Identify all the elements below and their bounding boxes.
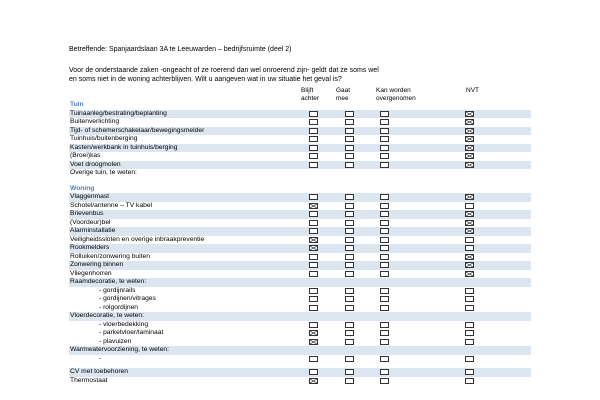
checklist-row [69, 346, 531, 355]
checkbox-overgenomen[interactable] [380, 128, 389, 134]
reference-line: Betreffende: Spanjaardslaan 3A te Leeuwarden – bedrijfsruimte (deel 2) [69, 46, 292, 53]
column-header-kan-worden-overgenomen [376, 87, 416, 102]
checkbox-overgenomen[interactable] [380, 162, 389, 168]
checkbox-gaat-mee[interactable] [345, 322, 354, 328]
checkbox-nvt[interactable] [465, 330, 474, 336]
column-header-line: Kan worden [376, 87, 411, 94]
checkbox-nvt[interactable] [465, 111, 474, 117]
checkbox-gaat-mee[interactable] [345, 211, 354, 217]
column-header-line: Blijft [301, 87, 314, 94]
row-label: Tuinaanleg/bestrating/beplanting [70, 109, 167, 117]
checkbox-gaat-mee[interactable] [345, 378, 354, 384]
row-label: (Voordeur)bel [70, 218, 111, 226]
row-label: Brievenbus [70, 210, 104, 217]
checklist-row [69, 118, 531, 127]
checkbox-blijft-achter[interactable] [309, 136, 318, 142]
cross-mark-icon [466, 146, 473, 150]
section-title: Woning [70, 184, 95, 192]
cross-mark-icon [466, 221, 473, 225]
column-header-nvt [466, 87, 479, 95]
cross-mark-icon [310, 340, 317, 344]
checkbox-overgenomen[interactable] [380, 254, 389, 260]
checkbox-overgenomen[interactable] [380, 339, 389, 345]
checklist-row [69, 219, 531, 228]
row-label: Rolluiken/zonwering buiten [70, 252, 150, 260]
checkbox-nvt[interactable] [465, 153, 474, 159]
checkbox-nvt[interactable] [465, 237, 474, 243]
checklist-row [69, 295, 531, 304]
checkbox-blijft-achter[interactable] [309, 330, 318, 336]
cross-mark-icon [310, 379, 317, 383]
cross-mark-icon [466, 137, 473, 141]
checklist-row [69, 304, 531, 313]
row-label: CV met toebehoren [70, 368, 128, 375]
checkbox-blijft-achter[interactable] [309, 288, 318, 294]
checklist-row [69, 161, 531, 170]
checkbox-gaat-mee[interactable] [345, 162, 354, 168]
intro-text [69, 67, 539, 84]
checkbox-blijft-achter[interactable] [309, 369, 318, 375]
checkbox-blijft-achter[interactable] [309, 145, 318, 151]
checkbox-gaat-mee[interactable] [345, 136, 354, 142]
checkbox-gaat-mee[interactable] [345, 111, 354, 117]
checklist-row [69, 210, 531, 219]
section-title: Tuin [70, 101, 84, 108]
checkbox-nvt[interactable] [465, 322, 474, 328]
row-label: Vlaggenmast [70, 193, 110, 200]
checkbox-overgenomen[interactable] [380, 211, 389, 217]
checkbox-nvt[interactable] [465, 305, 474, 311]
checkbox-overgenomen[interactable] [380, 220, 389, 226]
checkbox-nvt[interactable] [465, 211, 474, 217]
row-label: Warmwatervoorziening, te weten: [70, 346, 169, 353]
checkbox-overgenomen[interactable] [380, 245, 389, 251]
checkbox-nvt[interactable] [465, 378, 474, 384]
row-label: Alarminstallatie [70, 227, 116, 234]
cross-mark-icon [310, 246, 317, 250]
checkbox-blijft-achter[interactable] [309, 228, 318, 234]
checkbox-nvt[interactable] [465, 288, 474, 294]
row-label: - gordijnrails [99, 286, 136, 294]
checkbox-blijft-achter[interactable] [309, 119, 318, 125]
cross-mark-icon [310, 331, 317, 335]
row-label: Thermostaat [70, 376, 108, 384]
checkbox-overgenomen[interactable] [380, 322, 389, 328]
checklist-row [69, 338, 531, 347]
checkbox-gaat-mee[interactable] [345, 128, 354, 134]
checkbox-overgenomen[interactable] [380, 194, 389, 200]
checklist-row [69, 236, 531, 245]
checkbox-gaat-mee[interactable] [345, 305, 354, 311]
cross-mark-icon [466, 263, 473, 267]
checkbox-overgenomen[interactable] [380, 369, 389, 375]
column-header-gaat-mee [336, 87, 350, 102]
checkbox-gaat-mee[interactable] [345, 296, 354, 302]
checklist-row [69, 368, 531, 377]
checkbox-nvt[interactable] [465, 228, 474, 234]
checkbox-blijft-achter[interactable] [309, 254, 318, 260]
checkbox-nvt[interactable] [465, 356, 474, 362]
checkbox-nvt[interactable] [465, 194, 474, 200]
row-label: - parketvloer/laminaat [99, 329, 164, 336]
checkbox-nvt[interactable] [465, 128, 474, 134]
checkbox-nvt[interactable] [465, 162, 474, 168]
row-label: - vloerbedekking [99, 320, 149, 328]
column-header-line: mee [336, 94, 349, 102]
checkbox-gaat-mee[interactable] [345, 237, 354, 243]
checkbox-gaat-mee[interactable] [345, 145, 354, 151]
row-label: Zonwering binnen [70, 261, 124, 268]
checkbox-nvt[interactable] [465, 245, 474, 251]
checkbox-nvt[interactable] [465, 296, 474, 302]
intro-line: Voor de onderstaande zaken -ongeacht of ze roerend dan wel onroerend zijn- geldt dat ze soms wel [69, 67, 379, 74]
checkbox-blijft-achter[interactable] [309, 378, 318, 384]
checkbox-blijft-achter[interactable] [309, 322, 318, 328]
checkbox-overgenomen[interactable] [380, 296, 389, 302]
checkbox-overgenomen[interactable] [380, 145, 389, 151]
checkbox-blijft-achter[interactable] [309, 356, 318, 362]
row-label: Tijd- of schemerschakelaar/bewegingsmelder [70, 126, 205, 134]
row-label: Vloerdecoratie, te weten: [70, 312, 144, 319]
checklist-row [69, 278, 531, 287]
checklist-row [69, 253, 531, 262]
checkbox-gaat-mee[interactable] [345, 228, 354, 234]
checklist-row [69, 144, 531, 153]
checkbox-gaat-mee[interactable] [345, 153, 354, 159]
cross-mark-icon [466, 120, 473, 124]
checkbox-overgenomen[interactable] [380, 330, 389, 336]
checkbox-nvt[interactable] [465, 145, 474, 151]
cross-mark-icon [466, 112, 473, 116]
checkbox-overgenomen[interactable] [380, 119, 389, 125]
row-label: Buitenverlichting [70, 118, 120, 125]
checkbox-overgenomen[interactable] [380, 237, 389, 243]
checkbox-overgenomen[interactable] [380, 153, 389, 159]
row-label: Kasten/werkbank in tuinhuis/berging [70, 143, 178, 151]
checklist-row [69, 202, 531, 211]
checklist-row [69, 152, 531, 161]
checkbox-nvt[interactable] [465, 220, 474, 226]
checkbox-gaat-mee[interactable] [345, 330, 354, 336]
checkbox-blijft-achter[interactable] [309, 237, 318, 243]
checkbox-nvt[interactable] [465, 339, 474, 345]
row-label: - gordijnen/vitrages [99, 295, 156, 302]
checkbox-blijft-achter[interactable] [309, 339, 318, 345]
checkbox-blijft-achter[interactable] [309, 245, 318, 251]
checkbox-blijft-achter[interactable] [309, 128, 318, 134]
row-label: Raamdecoratie, te weten: [70, 278, 147, 285]
checklist-table [69, 101, 531, 385]
checkbox-blijft-achter[interactable] [309, 211, 318, 217]
checkbox-blijft-achter[interactable] [309, 153, 318, 159]
checkbox-blijft-achter[interactable] [309, 194, 318, 200]
checklist-row [69, 261, 531, 270]
column-header-line: overgenomen [376, 94, 416, 102]
column-header-blijft-achter [301, 87, 319, 102]
checklist-row [69, 135, 531, 144]
checkbox-overgenomen[interactable] [380, 111, 389, 117]
checkbox-blijft-achter[interactable] [309, 220, 318, 226]
checkbox-blijft-achter[interactable] [309, 296, 318, 302]
section-heading [69, 101, 531, 110]
checkbox-gaat-mee[interactable] [345, 119, 354, 125]
row-label: Overige tuin, te weten: [70, 169, 137, 176]
row-label: - [99, 354, 102, 362]
row-label: - plavuizen [99, 337, 132, 345]
checklist-row [69, 244, 531, 253]
checkbox-nvt[interactable] [465, 203, 474, 209]
checkbox-gaat-mee[interactable] [345, 254, 354, 260]
checkbox-overgenomen[interactable] [380, 378, 389, 384]
checkbox-gaat-mee[interactable] [345, 356, 354, 362]
row-label: Rookmelders [70, 244, 110, 251]
checkbox-blijft-achter[interactable] [309, 262, 318, 268]
checkbox-gaat-mee[interactable] [345, 339, 354, 345]
checkbox-overgenomen[interactable] [380, 271, 389, 277]
column-header-line: NVT [466, 87, 479, 94]
checkbox-overgenomen[interactable] [380, 136, 389, 142]
cross-mark-icon [466, 272, 473, 276]
checkbox-nvt[interactable] [465, 369, 474, 375]
checkbox-gaat-mee[interactable] [345, 194, 354, 200]
checkbox-gaat-mee[interactable] [345, 262, 354, 268]
checklist-row [69, 355, 531, 364]
cross-mark-icon [466, 163, 473, 167]
checkbox-overgenomen[interactable] [380, 262, 389, 268]
section-heading [69, 185, 531, 194]
checkbox-blijft-achter[interactable] [309, 162, 318, 168]
checkbox-gaat-mee[interactable] [345, 288, 354, 294]
checklist-row [69, 193, 531, 202]
checkbox-nvt[interactable] [465, 262, 474, 268]
checkbox-blijft-achter[interactable] [309, 271, 318, 277]
checkbox-blijft-achter[interactable] [309, 203, 318, 209]
checkbox-blijft-achter[interactable] [309, 305, 318, 311]
row-label: (Broei)kas [70, 152, 101, 159]
cross-mark-icon [310, 238, 317, 242]
checkbox-gaat-mee[interactable] [345, 220, 354, 226]
checkbox-gaat-mee[interactable] [345, 203, 354, 209]
checkbox-gaat-mee[interactable] [345, 245, 354, 251]
checkbox-nvt[interactable] [465, 119, 474, 125]
checkbox-nvt[interactable] [465, 271, 474, 277]
checkbox-gaat-mee[interactable] [345, 369, 354, 375]
checkbox-nvt[interactable] [465, 254, 474, 260]
checkbox-overgenomen[interactable] [380, 356, 389, 362]
row-label: Tuinhuis/buitenberging [70, 135, 138, 142]
checklist-row [69, 110, 531, 119]
checkbox-overgenomen[interactable] [380, 203, 389, 209]
checklist-row [69, 329, 531, 338]
checkbox-gaat-mee[interactable] [345, 271, 354, 277]
row-label: Vliegenhorren [70, 269, 112, 277]
column-header-line: Gaat [336, 87, 351, 94]
cross-mark-icon [466, 229, 473, 233]
cross-mark-icon [466, 212, 473, 216]
checklist-row [69, 312, 531, 321]
row-label: Voet droogmolen [70, 160, 121, 168]
checklist-row [69, 321, 531, 330]
row-label: Veiligheidssloten en overige inbraakpreventie [70, 235, 205, 243]
checklist-row [69, 127, 531, 136]
cross-mark-icon [466, 154, 473, 158]
checklist-row [69, 377, 531, 386]
cross-mark-icon [466, 129, 473, 133]
checklist-row [69, 270, 531, 279]
checkbox-nvt[interactable] [465, 136, 474, 142]
cross-mark-icon [310, 204, 317, 208]
cross-mark-icon [466, 255, 473, 259]
checklist-row [69, 287, 531, 296]
checklist-row [69, 227, 531, 236]
intro-line: en soms niet in de woning achterblijven. Wilt u aangeven wat in uw situatie het geval is? [69, 75, 342, 83]
checkbox-overgenomen[interactable] [380, 288, 389, 294]
checkbox-overgenomen[interactable] [380, 305, 389, 311]
row-label: - rolgordijnen [99, 303, 139, 311]
checkbox-overgenomen[interactable] [380, 228, 389, 234]
checklist-row [69, 169, 531, 178]
cross-mark-icon [466, 195, 473, 199]
checkbox-blijft-achter[interactable] [309, 111, 318, 117]
column-header-line: achter [301, 94, 320, 102]
row-label: Schotel/antenne – TV kabel [70, 201, 153, 209]
